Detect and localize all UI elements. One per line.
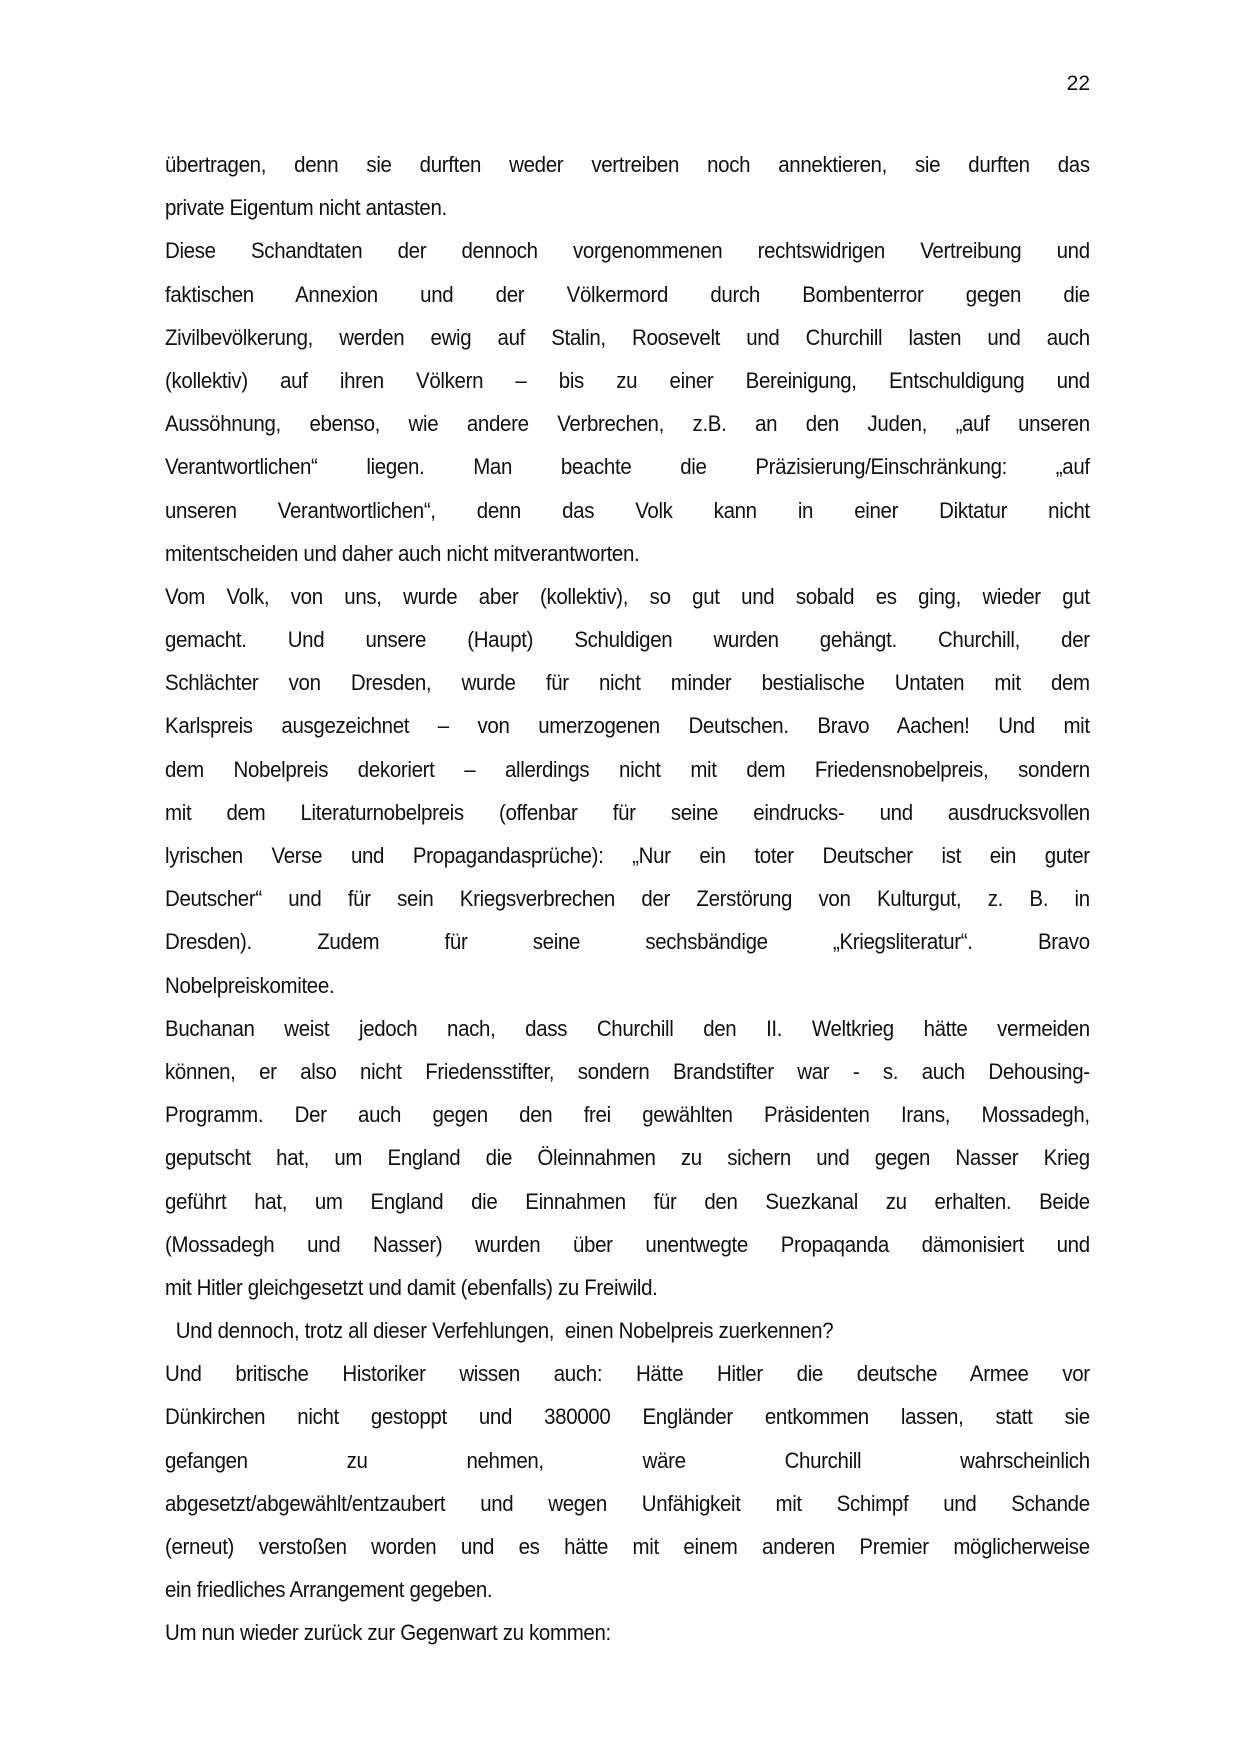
text-line: Dresden). Zudem für seine sechsbändige „Kriegsliteratur“. Bravo <box>165 929 1090 955</box>
text-line: übertragen, denn sie durften weder vertreiben noch annektieren, sie durften das <box>165 152 1090 177</box>
text-line: faktischen Annexion und der Völkermord durch Bombenterror gegen die <box>165 281 1090 307</box>
text-line: (kollektiv) auf ihren Völkern – bis zu einer Bereinigung, Entschuldigung und <box>165 367 1090 393</box>
text-line: Verantwortlichen“ liegen. Man beachte die Präzisierung/Einschränkung: „auf <box>165 454 1090 480</box>
text-line: gefangen zu nehmen, wäre Churchill wahrscheinlich <box>165 1447 1090 1473</box>
text-line: Deutscher“ und für sein Kriegsverbrechen der Zerstörung von Kulturgut, z. B. in <box>165 886 1090 912</box>
text-line: Vom Volk, von uns, wurde aber (kollektiv), so gut und sobald es ging, wieder gut <box>165 583 1090 609</box>
text-line: Aussöhnung, ebenso, wie andere Verbrechen, z.B. an den Juden, „auf unseren <box>165 411 1090 437</box>
text-line: geführt hat, um England die Einnahmen für den Suezkanal zu erhalten. Beide <box>165 1188 1090 1214</box>
text-line: Und dennoch, trotz all dieser Verfehlungen, einen Nobelpreis zuerkennen? <box>165 1318 834 1344</box>
text-line: gemacht. Und unsere (Haupt) Schuldigen wurden gehängt. Churchill, der <box>165 627 1090 653</box>
text-line: Schlächter von Dresden, wurde für nicht minder bestialische Untaten mit dem <box>165 670 1090 696</box>
text-line: Programm. Der auch gegen den frei gewählten Präsidenten Irans, Mossadegh, <box>165 1102 1090 1128</box>
text-line: Nobelpreiskomitee. <box>165 972 335 998</box>
text-line: mitentscheiden und daher auch nicht mitverantworten. <box>165 540 640 566</box>
text-line: unseren Verantwortlichen“, denn das Volk kann in einer Diktatur nicht <box>165 497 1090 523</box>
text-line: abgesetzt/abgewählt/entzaubert und wegen Unfähigkeit mit Schimpf und Schande <box>165 1490 1090 1516</box>
text-line: (erneut) verstoßen worden und es hätte mit einem anderen Premier möglicherweise <box>165 1534 1090 1559</box>
text-line: ein friedliches Arrangement gegeben. <box>165 1577 493 1603</box>
text-line: geputscht hat, um England die Öleinnahmen zu sichern und gegen Nasser Krieg <box>165 1145 1090 1171</box>
text-line: (Mossadegh und Nasser) wurden über unentwegte Propaqanda dämonisiert und <box>165 1231 1090 1257</box>
text-line: Zivilbevölkerung, werden ewig auf Stalin, Roosevelt und Churchill lasten und auch <box>165 324 1090 350</box>
text-line: private Eigentum nicht antasten. <box>165 195 447 221</box>
body-text <box>165 143 1090 1655</box>
text-line: lyrischen Verse und Propagandasprüche): „Nur ein toter Deutscher ist ein guter <box>165 843 1090 868</box>
text-line: Karlspreis ausgezeichnet – von umerzogenen Deutschen. Bravo Aachen! Und mit <box>165 713 1090 739</box>
text-line: Und britische Historiker wissen auch: Hätte Hitler die deutsche Armee vor <box>165 1361 1090 1387</box>
page-number: 22 <box>1066 72 1090 95</box>
text-line: Buchanan weist jedoch nach, dass Churchill den II. Weltkrieg hätte vermeiden <box>165 1015 1090 1041</box>
text-line: dem Nobelpreis dekoriert – allerdings nicht mit dem Friedensnobelpreis, sondern <box>165 756 1090 782</box>
text-line: Dünkirchen nicht gestoppt und 380000 Engländer entkommen lassen, statt sie <box>165 1404 1090 1430</box>
text-line: Diese Schandtaten der dennoch vorgenommenen rechtswidrigen Vertreibung und <box>165 238 1090 264</box>
text-line: mit dem Literaturnobelpreis (offenbar für seine eindrucks- und ausdrucksvollen <box>165 799 1090 825</box>
text-line: mit Hitler gleichgesetzt und damit (ebenfalls) zu Freiwild. <box>165 1274 658 1300</box>
text-line: Um nun wieder zurück zur Gegenwart zu kommen: <box>165 1620 611 1646</box>
text-line: können, er also nicht Friedensstifter, sondern Brandstifter war - s. auch Dehousing- <box>165 1058 1090 1084</box>
